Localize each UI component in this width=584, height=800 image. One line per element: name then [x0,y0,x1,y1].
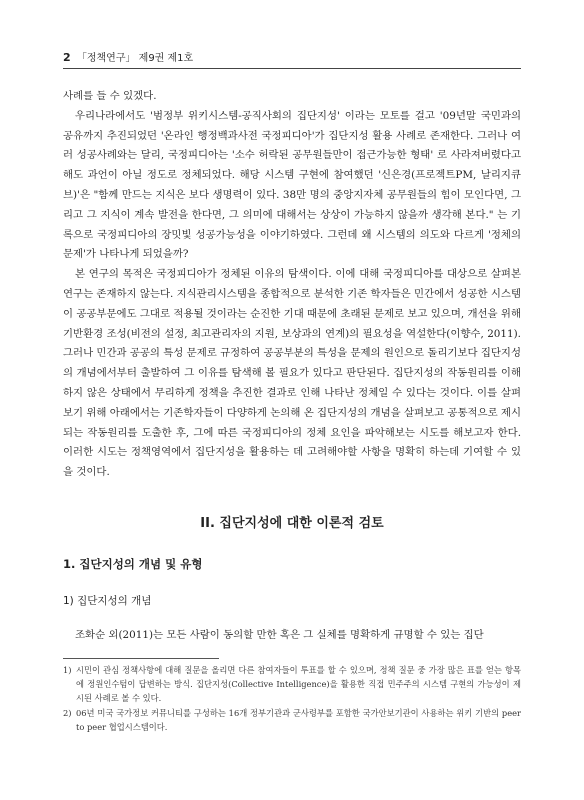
journal-title: 「정책연구」 제9권 제1호 [76,53,194,64]
paragraph-gukjeongpedia: 우리나라에서도 '범정부 위키시스템-공직사회의 집단지성' 이라는 모토를 걸고 '09년말 국민과의 공유까지 추진되었던 '온라인 행정백과사전 국정피디아'가 집단지성 활용 사례로 존재한다. 그러나 여러 성공사례와는 달리, 국정피디아는 '소수 허락된 공무원들만이 접근가능한 형태' 로 사라져버렸다고 해도 과언이 아닐 정도로 정체되었다. 해당 시스템 구현에 참여했던 '신은경(프로젝트PM, 날리지큐브)'은 "함께 만드는 지식은 보다 생명력이 있다. 38만 명의 중앙지자체 공무원들의 힘이 모인다면, 그리고 그 지식이 계속 발전을 한다면, 그 의미에 대해서는 상상이 가능하지 않을까 생각해 본다." 는 기록으로 국정피디아의 장밋빛 성공가능성을 이야기하였다. 그런데 왜 시스템의 의도와 다르게 '정체의 문제'가 나타나게 되었을까? [63,109,521,261]
footnote-rule [63,658,219,659]
footnote-text: 06년 미국 국가정보 커뮤니티를 구성하는 16개 정부기관과 군사령부를 포함한 국가안보기관이 사용하는 위키 기반의 peer to peer 협업시스템이다. [76,708,521,732]
footnote-mark: 1) [63,665,72,675]
page-number: 2 [63,51,71,64]
footnote-text: 시민이 관심 정책사항에 대해 질문을 올리면 다른 참여자들이 투표를 할 수 있으며, 정책 질문 중 가장 많은 표를 얻는 항목에 정원인수텀이 답변하는 방식. 집단지성(Collective Intelligence)을 활용한 직접 민주주의 시스템 구현의 가능성이 제시된 사례로 볼 수 있다. [76,665,521,703]
subsection-heading: 1. 집단지성의 개념 및 유형 [63,557,203,571]
footnote [63,706,521,734]
subsubsection-heading: 1) 집단지성의 개념 [63,595,152,607]
running-header [63,49,193,64]
paragraph-continuation: 사례를 들 수 있겠다. [63,90,157,102]
header-rule [63,68,521,69]
paragraph-concept-start: 조화순 외(2011)는 모든 사람이 동의할 만한 혹은 그 실체를 명확하게 규명할 수 있는 집단 [75,629,484,641]
footnote-mark: 2) [63,708,72,718]
body-text [63,87,521,483]
footnotes [63,663,521,735]
paragraph-research-purpose: 본 연구의 목적은 국정피디아가 정체된 이유의 탐색이다. 이에 대해 국정피디아를 대상으로 살펴본 연구는 존재하지 않는다. 지식관리시스템을 종합적으로 분석한 기존 학자들은 민간에서 성공한 시스템이 공공부문에도 그대로 적용될 것이라는 순진한 기대 때문에 초래된 문제로 보고 있으며, 개선을 위해 기반환경 조성(비전의 설정, 최고관리자의 지원, 보상과의 연계)의 필요성을 역설한다(이향수, 2011). 그러나 민간과 공공의 특성 문제로 규정하여 공공부분의 특성을 문제의 원인으로 돌리기보다 집단지성의 개념에서부터 출발하여 그 이유를 탐색해 볼 필요가 있다고 판단된다. 집단지성의 작동원리를 이해하지 않은 상태에서 무리하게 정책을 추진한 결과로 인해 나타난 정체일 수 있다는 것이다. 이를 살펴보기 위해 아래에서는 기존학자들이 다양하게 논의해 온 집단지성의 개념을 살펴보고 공통적으로 제시되는 작동원리를 도출한 후, 그에 따른 국정피디아의 정체 요인을 파악해보는 시도를 해보고자 한다. 이러한 시도는 정책영역에서 집단지성을 활용하는 데 고려해야할 사항을 명확히 하는데 기여할 수 있을 것이다. [63,268,521,479]
footnote [63,663,521,705]
section-heading: II. 집단지성에 대한 이론적 검토 [200,516,384,531]
